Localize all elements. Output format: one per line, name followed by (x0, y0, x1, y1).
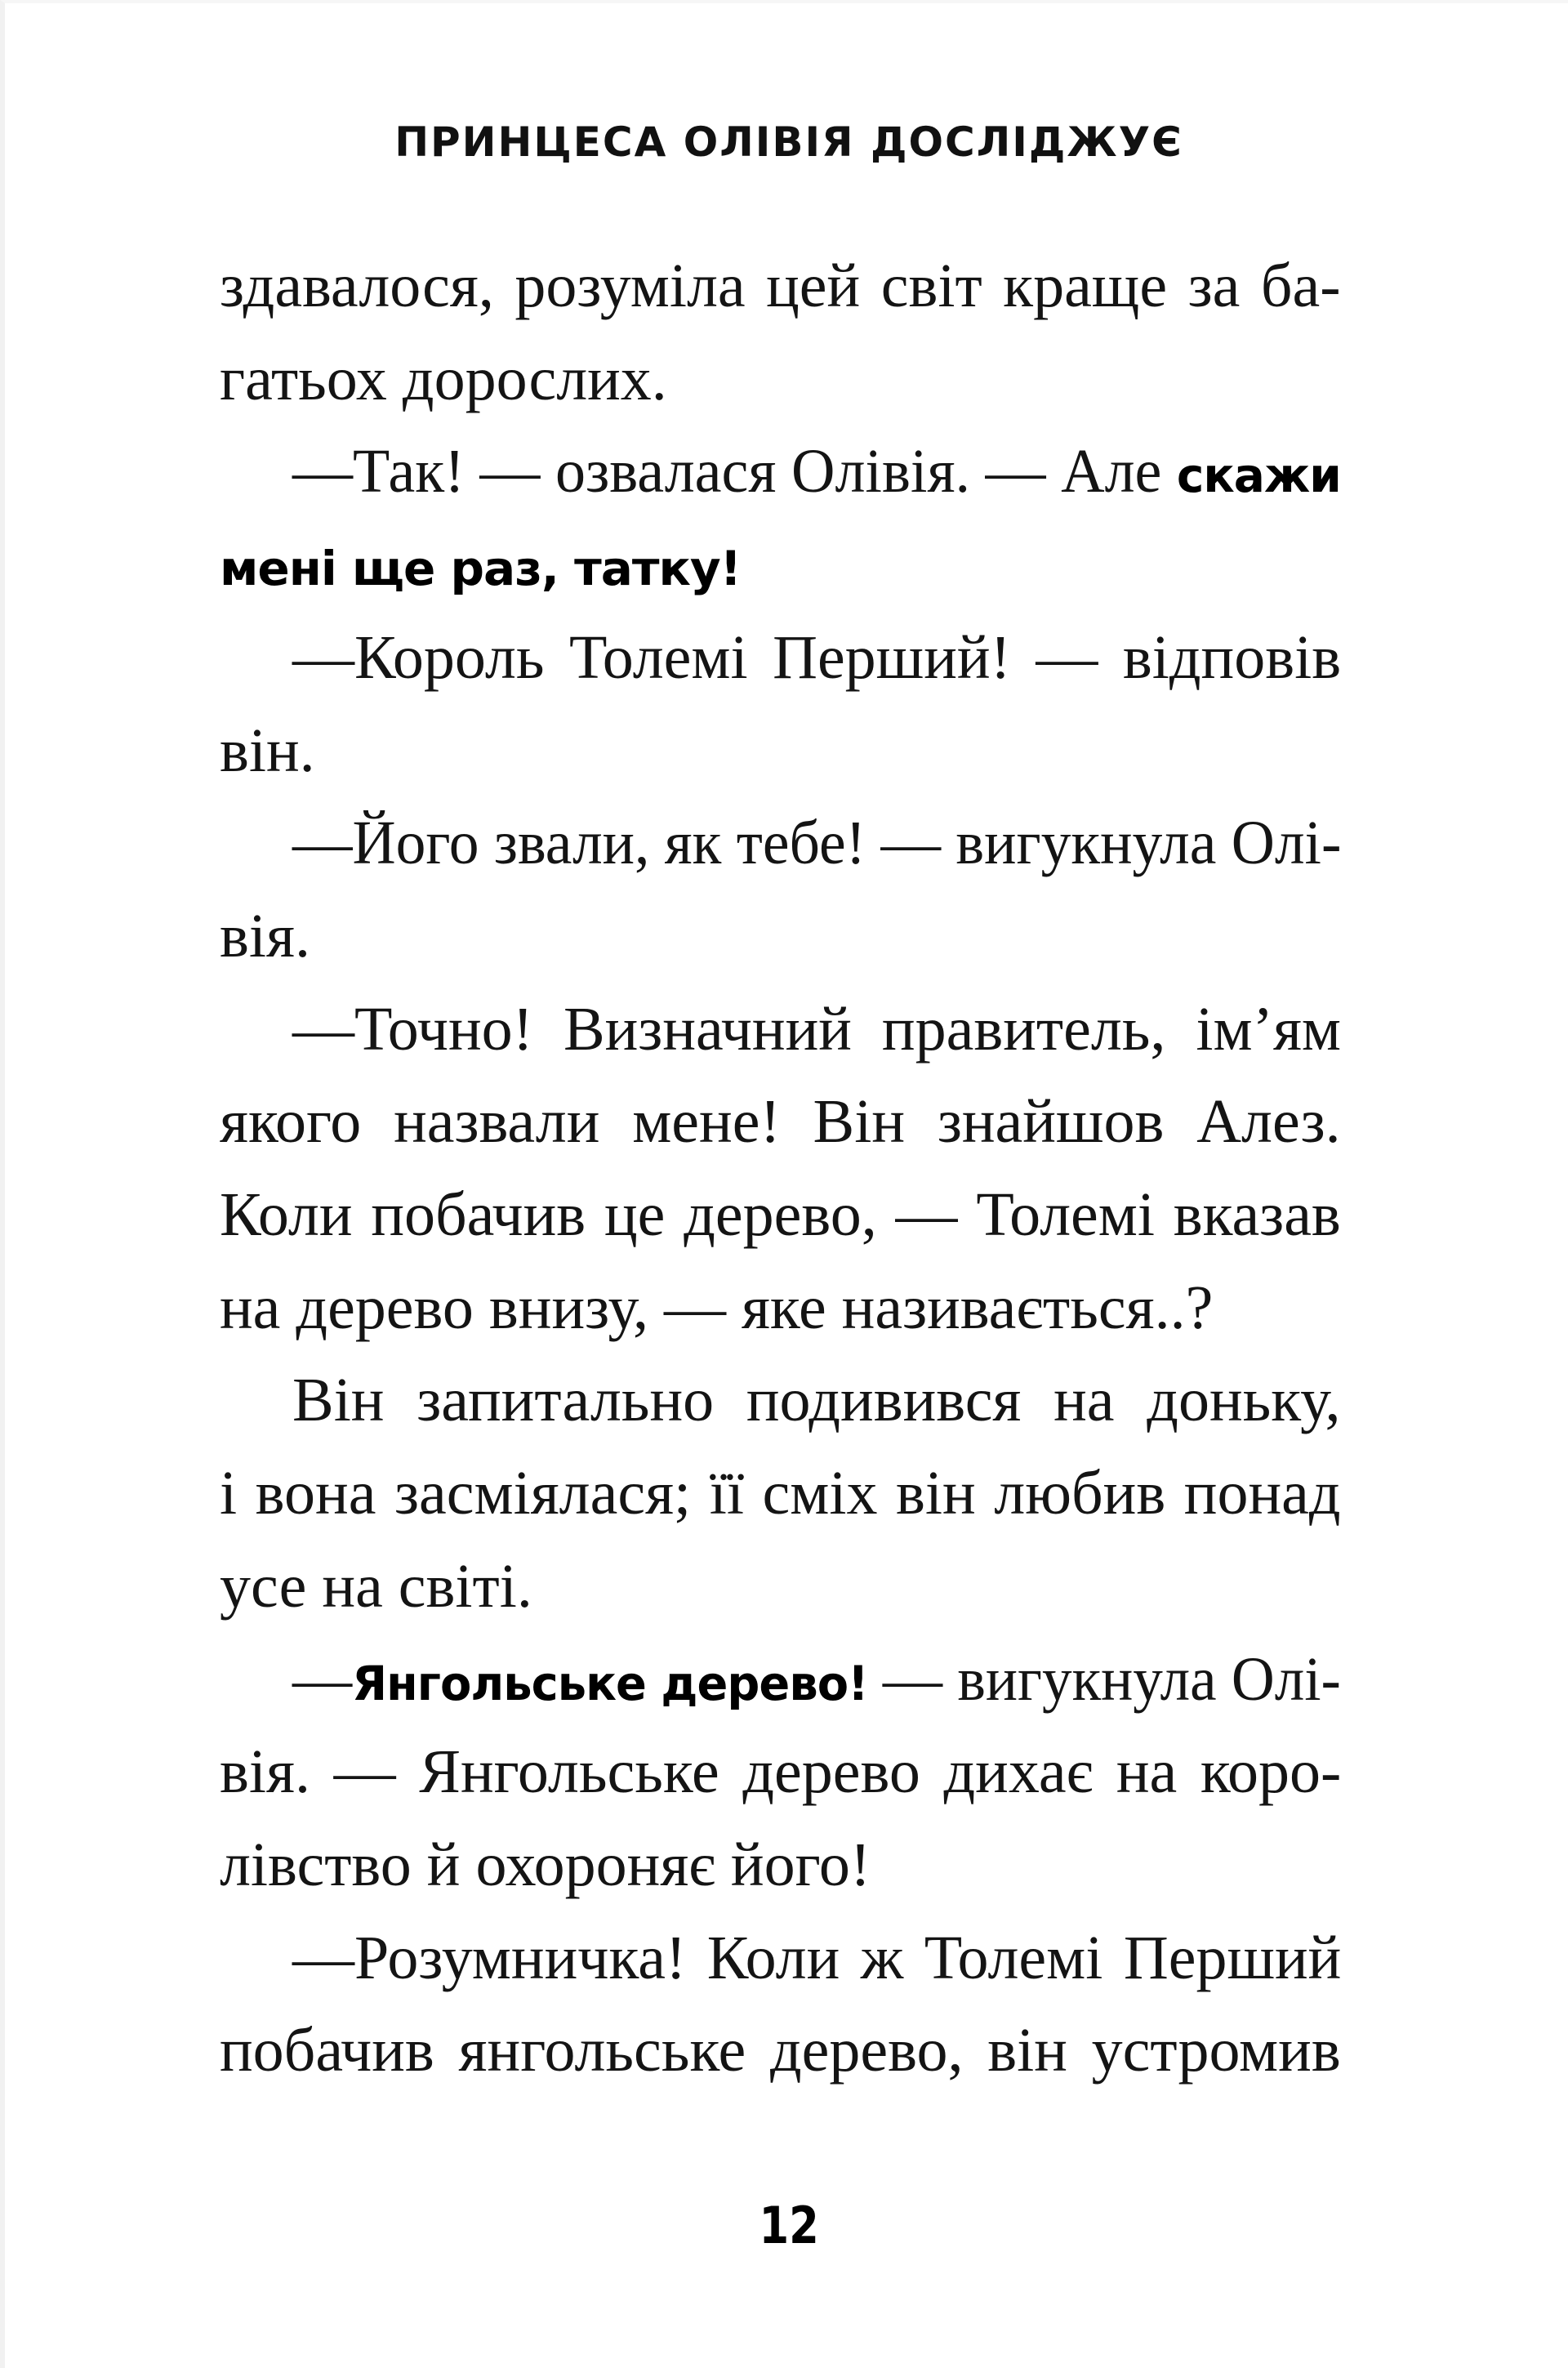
text-line (292, 994, 1341, 1064)
text-run: —Розумничка! Коли ж Толемі Перший (292, 1923, 1342, 1992)
running-head-text: ПРИНЦЕСА ОЛІВІЯ ДОСЛІДЖУЄ (394, 118, 1183, 166)
text-line (220, 1087, 1341, 1157)
running-head (5, 118, 1568, 167)
text-line (220, 1459, 1341, 1528)
text-run: —Так! — озвалася Олівія. — Але (292, 437, 1177, 506)
text-line (292, 1366, 1341, 1435)
text-run: — (292, 1644, 353, 1714)
text-line (220, 1180, 1341, 1249)
text-line (220, 901, 310, 970)
text-run: якого назвали мене! Він знайшов Алез. (220, 1087, 1341, 1157)
text-run: здавалося, розуміла цей світ краще за ба- (220, 252, 1341, 320)
text-run: лівство й охороняє його! (220, 1830, 871, 1899)
text-line (220, 1830, 871, 1899)
text-line (220, 1273, 1214, 1342)
emphasis-text: Янгольське дерево! (352, 1655, 868, 1711)
text-line (220, 1551, 532, 1621)
text-run: —Точно! Визначний правитель, ім’ям (292, 994, 1341, 1064)
text-run: вія. — Янгольське дерево дихає на коро- (220, 1737, 1342, 1807)
text-line (292, 437, 1341, 506)
text-line (292, 622, 1342, 692)
text-run: Коли побачив це дерево, — Толемі вказав (220, 1180, 1341, 1249)
text-line (292, 809, 1342, 878)
emphasis-text: скажи (1176, 448, 1341, 504)
text-line (220, 533, 741, 595)
text-run: він. (220, 716, 315, 785)
text-line (220, 2016, 1341, 2085)
page-number-text: 12 (759, 2196, 819, 2255)
page-number (5, 2196, 1568, 2255)
text-line (292, 1923, 1342, 1992)
text-run: побачив янгольське дерево, він устромив (220, 2016, 1341, 2085)
text-run: —Його звали, як тебе! — вигукнула Олі- (292, 809, 1342, 878)
text-line (220, 252, 1341, 320)
text-run: вія. (220, 901, 310, 970)
text-run: на дерево внизу, — яке називається..? (220, 1273, 1214, 1342)
text-line (292, 1644, 1341, 1714)
text-line (220, 344, 667, 413)
text-run: Він запитально подивився на доньку, (292, 1366, 1341, 1435)
emphasis-text: мені ще раз, татку! (220, 541, 742, 597)
text-run: усе на світі. (220, 1551, 532, 1621)
text-run: і вона засміялася; її сміх він любив понад (220, 1459, 1341, 1528)
text-run: — вигукнула Олі- (867, 1644, 1341, 1714)
text-run: гатьох дорослих. (220, 344, 667, 413)
text-run: —Король Толемі Перший! — відповів (292, 622, 1342, 692)
text-line (220, 716, 315, 785)
text-line (220, 1737, 1342, 1807)
